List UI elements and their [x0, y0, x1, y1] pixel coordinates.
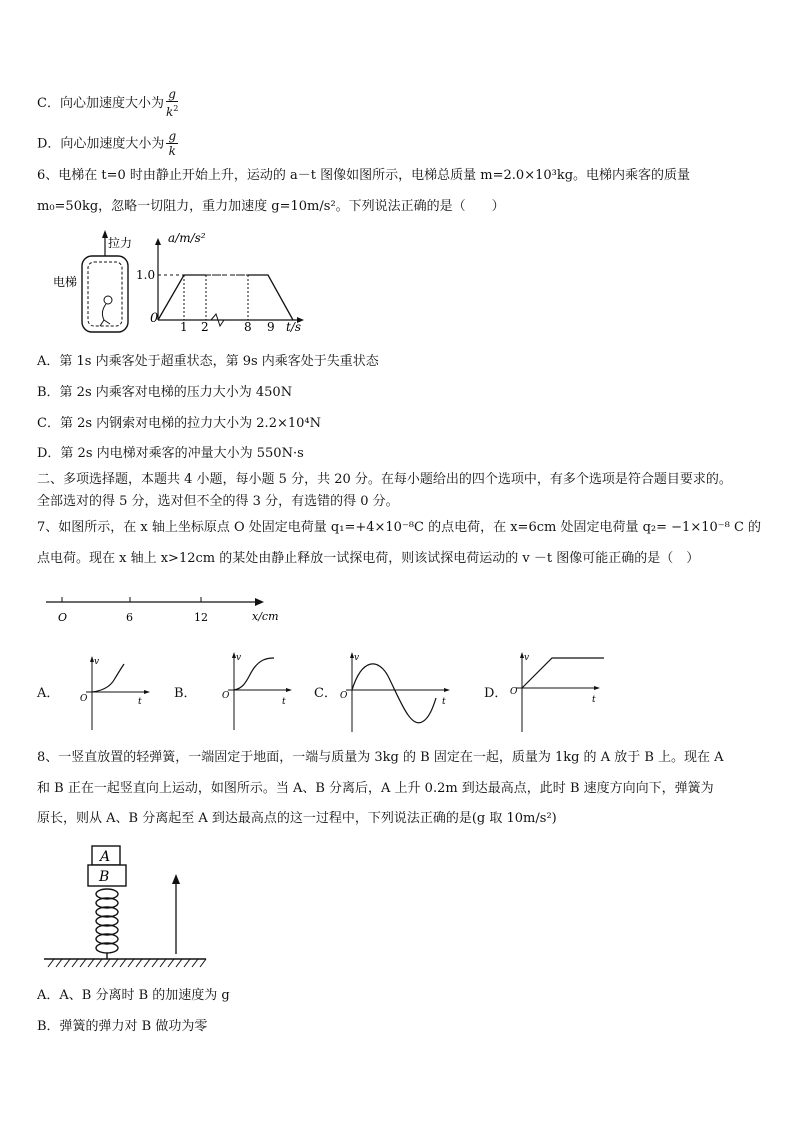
block-b-label: B [99, 869, 110, 885]
q7-stem-line2: 点电荷。现在 x 轴上 x>12cm 的某处由静止释放一试探电荷，则该试探电荷运动的 v －t 图像可能正确的是（ ） [37, 551, 700, 566]
q7b-t-label: t [282, 697, 286, 707]
q7b-o-label: O [222, 691, 230, 701]
q5-c-denominator [166, 102, 178, 119]
q5-d-numerator: g [168, 129, 177, 143]
q5-d-denominator: k [168, 144, 176, 158]
q6-stem-line1: 6、电梯在 t=0 时由静止开始上升，运动的 a－t 图像如图所示，电梯总质量 m=2.0×10³kg。电梯内乘客的质量 [37, 168, 691, 183]
q7b-v-label: v [236, 653, 242, 663]
q7-option-d-graph [508, 648, 608, 734]
q7-label-o: O [58, 611, 68, 624]
q7b-t-arrow [286, 688, 292, 692]
q7-option-d-letter: D． [484, 686, 508, 701]
q7d-t-arrow [594, 686, 600, 690]
q5-option-c-fraction [166, 88, 178, 119]
q7d-curve [522, 658, 604, 688]
q7-label-6: 6 [126, 611, 133, 624]
q6-option-d: D．第 2s 内电梯对乘客的冲量大小为 550N·s [37, 446, 304, 461]
block-a-label: A [100, 849, 111, 865]
section2-heading-line1: 二、多项选择题，本题共 4 小题，每小题 5 分，共 20 分。在每小题给出的四个选项中，有多个选项是符合题目要求的。 [37, 472, 732, 487]
force-label: 拉力 [108, 236, 133, 250]
at-graph [136, 231, 304, 334]
q6-stem-line2: m₀=50kg，忽略一切阻力，重力加速度 g=10m/s²。下列说法正确的是（ ） [37, 199, 505, 214]
ground-hatch [48, 959, 206, 967]
q7-option-c-letter: C． [314, 686, 337, 701]
elevator-label: 电梯 [53, 275, 78, 289]
q8-stem-line1: 8、一竖直放置的轻弹簧，一端固定于地面，一端与质量为 3kg 的 B 固定在一起，质量为 1kg 的 A 放于 B 上。现在 A [37, 750, 724, 765]
q7a-curve [92, 664, 124, 692]
q5-option-d-text: D．向心加速度大小为 [37, 136, 165, 152]
q8-figure [40, 842, 210, 970]
q5-option-d-fraction [166, 130, 178, 158]
q6-option-a: A．第 1s 内乘客处于超重状态，第 9s 内乘客处于失重状态 [37, 354, 379, 369]
q7c-t-arrow [444, 688, 450, 692]
q5-c-den-base: k [165, 105, 174, 119]
q7c-t-label: t [442, 697, 446, 707]
spring-icon [96, 889, 118, 959]
q7-axis-unit: x/cm [252, 610, 279, 623]
q7d-o-label: O [510, 687, 518, 697]
passenger-icon [100, 296, 112, 326]
q7-option-a-letter: A． [37, 686, 60, 701]
q7-option-c-graph [338, 648, 460, 734]
at-y-tick: 1.0 [136, 268, 156, 282]
q5-option-d [37, 130, 178, 158]
at-y-arrow [155, 238, 161, 245]
q5-option-c-text: C．向心加速度大小为 [37, 96, 164, 111]
section2-heading-line2: 全部选对的得 5 分，选对但不全的得 3 分，有选错的得 0 分。 [37, 494, 399, 509]
q7a-t-arrow [144, 690, 150, 694]
at-x-label: t/s [286, 320, 302, 334]
q8-option-a: A．A、B 分离时 B 的加速度为 g [37, 988, 230, 1003]
q7-option-b-graph [222, 648, 298, 732]
at-curve [158, 275, 293, 320]
q7c-curve [352, 664, 436, 723]
at-xtick-1: 1 [180, 320, 188, 334]
q7a-o-label: O [80, 694, 88, 704]
q7-x-axis-figure [40, 592, 290, 626]
q5-c-numerator: g [166, 88, 178, 102]
elevator-inner [88, 262, 122, 326]
at-xtick-2: 2 [201, 320, 209, 334]
q7d-t-label: t [592, 695, 596, 705]
q7a-t-label: t [138, 697, 142, 707]
q8-option-b: B．弹簧的弹力对 B 做功为零 [37, 1019, 208, 1034]
q7a-v-label: v [94, 657, 100, 667]
q7-stem-line1: 7、如图所示，在 x 轴上坐标原点 O 处固定电荷量 q₁=+4×10⁻⁸C 的点电荷，在 x=6cm 处固定电荷量 q₂= −1×10⁻⁸ C 的 [37, 520, 762, 535]
q7-axis-arrow [255, 598, 264, 606]
q7-label-12: 12 [194, 611, 208, 624]
at-xtick-9: 9 [267, 320, 275, 334]
at-origin: 0 [150, 311, 159, 326]
q8-stem-line3: 原长，则从 A、B 分离起至 A 到达最高点的这一过程中，下列说法正确的是(g 取 10m/s²) [37, 811, 557, 826]
q7c-o-label: O [340, 691, 348, 701]
at-xtick-8: 8 [244, 320, 252, 334]
q6-figure [48, 228, 328, 338]
q5-option-c [37, 88, 178, 119]
q7-option-b-letter: B． [174, 686, 197, 701]
q7d-v-label: v [524, 653, 530, 663]
q7-option-a-graph [80, 652, 156, 732]
q8-stem-line2: 和 B 正在一起竖直向上运动，如图所示。当 A、B 分离后，A 上升 0.2m 到达最高点，此时 B 速度方向向下，弹簧为 [37, 781, 714, 796]
q6-option-c: C．第 2s 内钢索对电梯的拉力大小为 2.2×10⁴N [37, 416, 321, 431]
q7c-v-label: v [354, 653, 360, 663]
velocity-arrow-head [172, 874, 180, 884]
at-y-label: a/m/s² [168, 231, 206, 245]
q5-c-den-exp: 2 [173, 104, 179, 113]
q6-option-b: B．第 2s 内乘客对电梯的压力大小为 450N [37, 385, 293, 400]
